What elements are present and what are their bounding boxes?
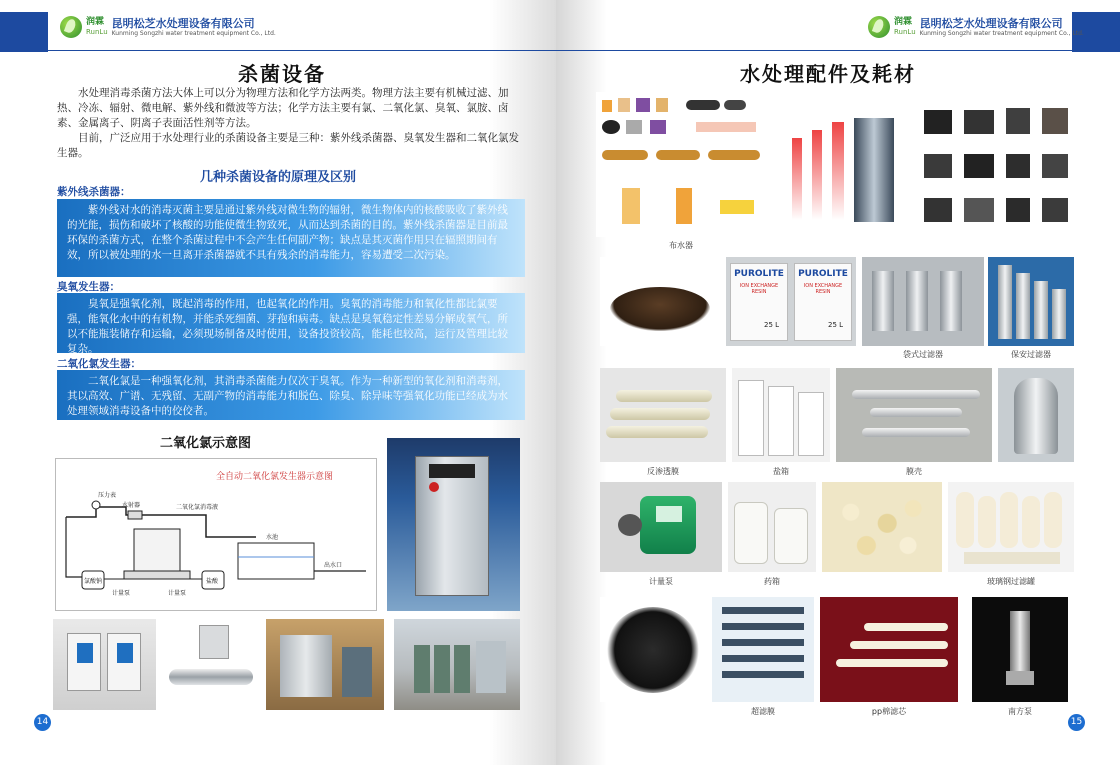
tank-installation-photo [394, 619, 520, 710]
section-subtitle: 几种杀菌设备的原理及区别 [199, 170, 356, 185]
brand-name-en: RunLu [894, 28, 916, 36]
flowmeter-photo [788, 118, 908, 235]
header-rule [48, 50, 556, 51]
dosing-unit-photo [53, 619, 156, 710]
caption-ro-membrane: 反渗透膜 [647, 467, 679, 476]
dosing-box-photo [728, 482, 816, 572]
company-logo-right [868, 16, 1084, 38]
right-page [556, 0, 1120, 765]
header-rule-right [556, 50, 1072, 51]
caption-uf-membrane: 超滤膜 [751, 707, 775, 716]
caption-membrane-shell: 膜壳 [906, 467, 922, 476]
diagram-title: 二氧化氯示意图 [160, 436, 252, 451]
page-number-right: 15 [1068, 714, 1085, 731]
caption-salt-box: 盐箱 [773, 467, 789, 476]
company-name: 昆明松芝水处理设备有限公司 [111, 16, 255, 30]
caption-dosing-box: 药箱 [764, 577, 780, 586]
page-title: 杀菌设备 [238, 62, 326, 86]
header-corner-block [0, 12, 48, 52]
caption-distributor: 布水器 [669, 241, 693, 250]
company-logo [60, 16, 276, 38]
metering-pump-label-1: 计量泵 [112, 590, 131, 597]
chlorine-dioxide-schematic [55, 458, 377, 611]
pressure-gauge-label: 压力表 [98, 492, 117, 499]
company-name: 昆明松芝水处理设备有限公司 [919, 16, 1063, 30]
chlorine-dioxide-heading: 二氧化氯发生器： [57, 358, 141, 370]
distributor-parts-photo [596, 92, 774, 237]
pp-cartridge-photo [820, 597, 958, 702]
resin-volume-1: 25 L [764, 321, 780, 329]
installed-unit-photo [266, 619, 384, 710]
resin-bag-brand-2: PUROLITE [798, 269, 848, 279]
generator-cabinet-photo [387, 438, 520, 611]
security-filter-photo [988, 257, 1074, 346]
leaf-logo-icon [868, 16, 890, 38]
chlorine-dioxide-description: 二氧化氯是一种强氧化剂，其消毒杀菌能力仅次于臭氧。作为一种新型的氧化剂和消毒剂，其以高效、广谱、无残留、无副产物的消毒能力和脱色、除臭、除异味等强氧化功能已经成为水处理领域消毒设备中的佼佼者。 [57, 370, 525, 420]
filter-balls-photo [822, 482, 942, 572]
intro-paragraph-2: 目前，广泛应用于水处理行业的杀菌设备主要是三种：紫外线杀菌器、臭氧发生器和二氧化氯发生器。 [57, 132, 519, 159]
caption-metering-pump: 计量泵 [649, 577, 673, 586]
caption-frp-tank: 玻璃钢过滤罐 [987, 577, 1035, 586]
intro-paragraph: 水处理消毒杀菌方法大体上可以分为物理方法和化学方法两类。物理方法主要有机械过滤、加热、冷冻、辐射、微电解、紫外线和微波等方法；化学方法主要有氯、二氧化氯、臭氧、氯胺、卤素、金属离子、阴离子表面活性剂等方法。 [57, 87, 509, 129]
ozone-heading: 臭氧发生器： [57, 281, 120, 293]
ozone-description: 臭氧是强氧化剂，既起消毒的作用，也起氧化的作用。臭氧的消毒能力和氧化性都比氯要强，能氧化水中的有机物，并能杀死细菌、芽孢和病毒。缺点是臭氧稳定性差易分解成氧气，所以不能瓶装储存和运输，必须现场制备及时使用，设备投资较高，能耗也较高，运行及管理比较复杂。 [57, 293, 525, 353]
pool-label: 水池 [266, 534, 279, 541]
company-name-en: Kunming Songzhi water treatment equipment Co., Ltd. [919, 29, 1084, 37]
resin-bags-photo [726, 257, 856, 346]
uv-sterilizer-photo [163, 619, 259, 710]
caption-pump: 南方泵 [1008, 707, 1032, 716]
filter-media-photo [600, 257, 720, 346]
brand-name: 润霖 [894, 17, 913, 27]
resin-bag-brand-1: PUROLITE [734, 269, 784, 279]
bag-filter-photo [862, 257, 984, 346]
activated-carbon-photo [600, 597, 706, 702]
leaf-logo-icon [60, 16, 82, 38]
uf-membrane-photo [712, 597, 814, 702]
ro-membrane-photo [600, 368, 726, 462]
frp-tank-photo [948, 482, 1074, 572]
disinfectant-label: 二氧化氯消毒液 [176, 504, 219, 511]
uv-heading: 紫外线杀菌器： [57, 186, 131, 198]
metering-pump-label-2: 计量泵 [168, 590, 187, 597]
caption-security-filter: 保安过滤器 [1011, 350, 1051, 359]
left-page [0, 0, 556, 765]
membrane-shell-photo [836, 368, 992, 462]
metering-pump-photo [600, 482, 722, 572]
schematic-heading: 全自动二氧化氯发生器示意图 [216, 472, 334, 482]
uv-description: 紫外线对水的消毒灭菌主要是通过紫外线对微生物的辐射，微生物体内的核酸吸收了紫外线的光能，损伤和破坏了核酸的功能使微生物致死，从而达到杀菌的目的。紫外线杀菌器是目前最环保的杀菌方式，在整个杀菌过程中不会产生任何副产物；缺点是其灭菌作用只在辐照期间有效，所以被处理的水一旦离开杀菌器就不具有残余的消毒能力，容易遭受二次污染。 [57, 199, 525, 277]
page-number-left: 14 [34, 714, 51, 731]
salt-box-photo [732, 368, 830, 462]
schematic-drawing [56, 459, 377, 611]
caption-bag-filter: 袋式过滤器 [903, 350, 943, 359]
caption-pp-cartridge: pp棉滤芯 [871, 707, 907, 716]
company-name-en: Kunming Songzhi water treatment equipment Co., Ltd. [111, 29, 276, 37]
sodium-chlorate-label: 氯酸钠 [84, 578, 103, 585]
page-title-right: 水处理配件及耗材 [740, 62, 916, 86]
resin-bag-sub-1: ION EXCHANGE RESIN [739, 283, 779, 295]
centrifugal-pump-photo [972, 597, 1068, 702]
steel-tank-photo [998, 368, 1074, 462]
brand-name-en: RunLu [86, 28, 108, 36]
ejector-label: 水射器 [122, 502, 141, 509]
resin-volume-2: 25 L [828, 321, 844, 329]
hydrochloric-acid-label: 盐酸 [206, 578, 219, 585]
resin-bag-sub-2: ION EXCHANGE RESIN [803, 283, 843, 295]
outlet-label: 出水口 [324, 562, 343, 569]
brand-name: 润霖 [86, 17, 105, 27]
control-valves-photo [918, 104, 1074, 235]
